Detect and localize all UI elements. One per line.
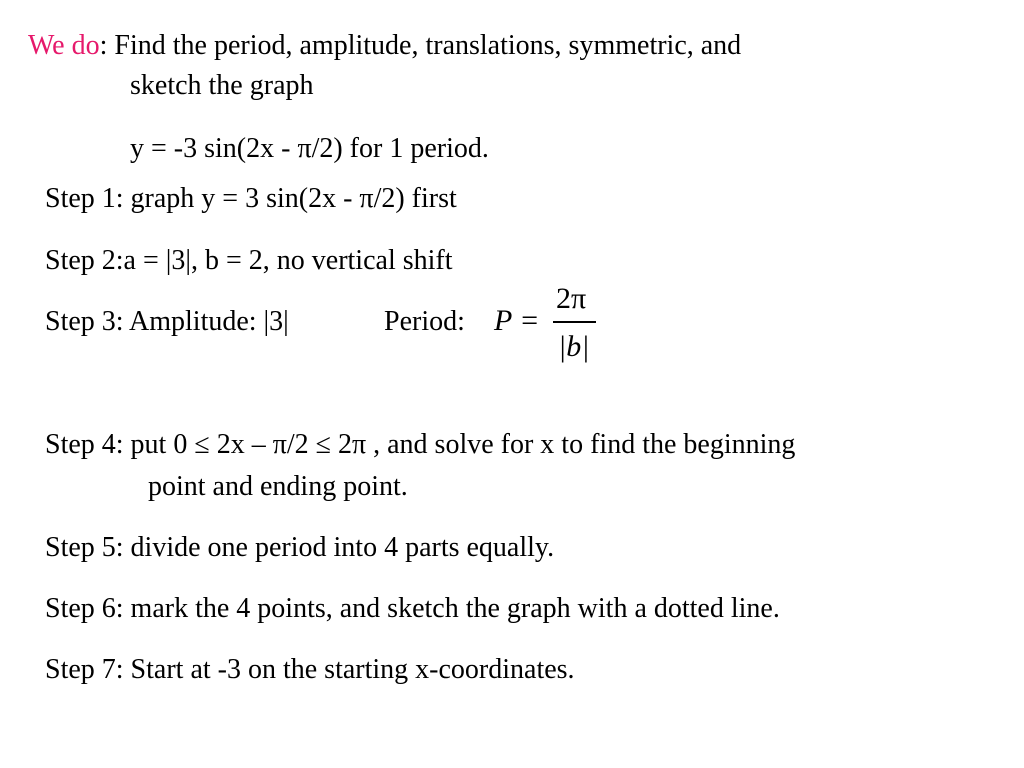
formula-denominator: |b| bbox=[558, 330, 590, 363]
step-6: Step 6: mark the 4 points, and sketch the graph with a dotted line. bbox=[45, 593, 780, 624]
step-1: Step 1: graph y = 3 sin(2x - π/2) first bbox=[45, 183, 457, 214]
equation-line: y = -3 sin(2x - π/2) for 1 period. bbox=[130, 133, 489, 164]
title-line-2: sketch the graph bbox=[130, 70, 314, 101]
fraction-bar bbox=[553, 321, 596, 323]
step-5: Step 5: divide one period into 4 parts equally. bbox=[45, 532, 555, 563]
title-line bbox=[28, 30, 741, 62]
formula-numerator: 2π bbox=[556, 282, 587, 315]
step-3-period-label: Period: bbox=[384, 306, 465, 337]
step-7: Step 7: Start at -3 on the starting x-coordinates. bbox=[45, 654, 575, 685]
formula-lhs: P = bbox=[494, 304, 540, 337]
step-2: Step 2:a = |3|, b = 2, no vertical shift bbox=[45, 245, 453, 276]
step-4-line-1: Step 4: put 0 ≤ 2x – π/2 ≤ 2π , and solve for x to find the beginning bbox=[45, 429, 796, 460]
step-3-amplitude: Step 3: Amplitude: |3| bbox=[45, 306, 289, 337]
we-do-label: We do bbox=[28, 30, 100, 61]
step-4-line-2: point and ending point. bbox=[148, 471, 408, 502]
title-text: : Find the period, amplitude, translations, symmetric, and bbox=[99, 30, 742, 61]
